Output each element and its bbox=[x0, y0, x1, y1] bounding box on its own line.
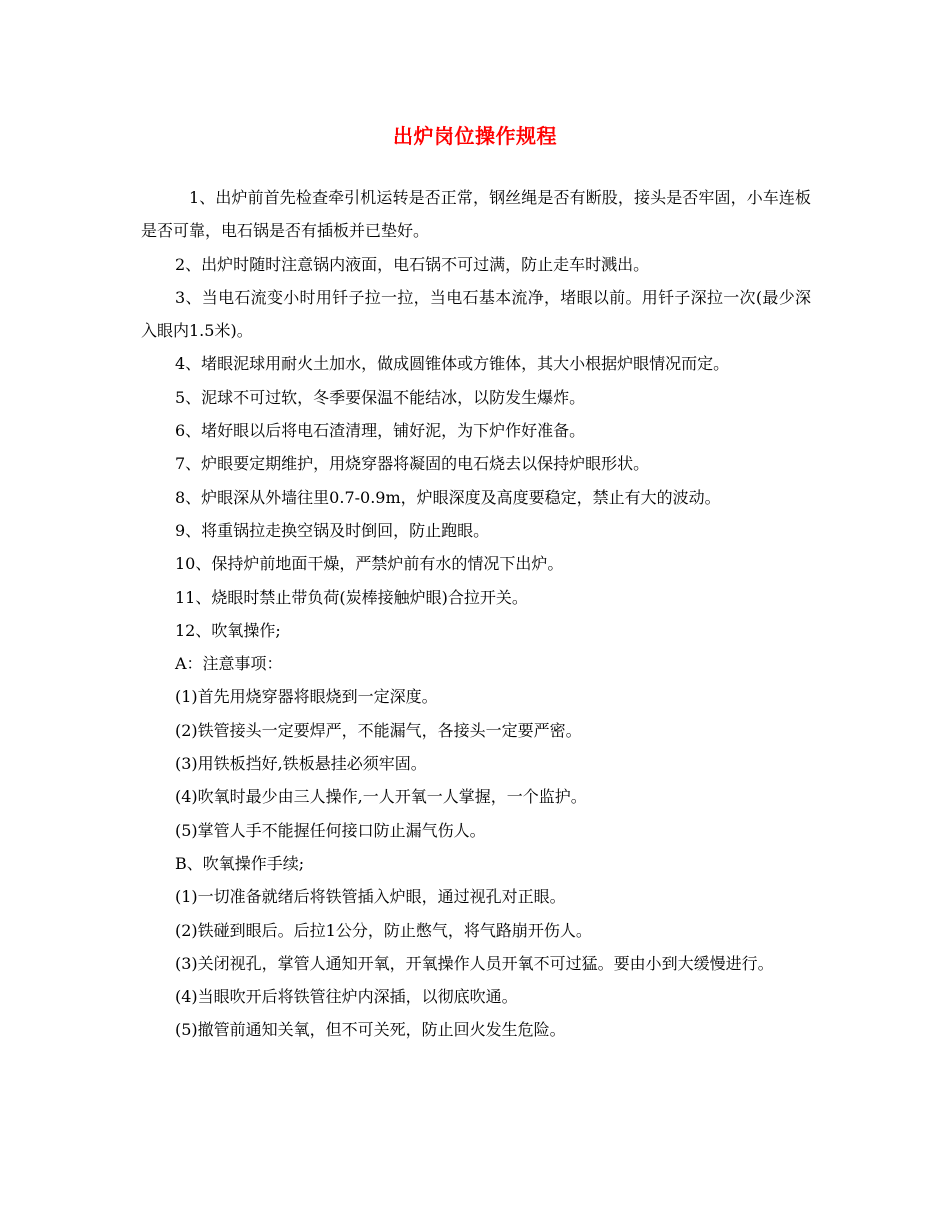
section-b-item-4: (4)当眼吹开后将铁管往炉内深插，以彻底吹通。 bbox=[175, 987, 518, 1007]
section-b-item-5: (5)撤管前通知关氧，但不可关死，防止回火发生危险。 bbox=[175, 1020, 566, 1040]
paragraph-2: 2、出炉时随时注意锅内液面，电石锅不可过满，防止走车时溅出。 bbox=[175, 254, 650, 274]
section-a-item-4: (4)吹氧时最少由三人操作,一人开氧一人掌握，一个监护。 bbox=[175, 787, 587, 807]
section-a-item-2: (2)铁管接头一定要焊严，不能漏气，各接头一定要严密。 bbox=[175, 720, 582, 740]
section-a-heading: A：注意事项： bbox=[175, 654, 283, 674]
section-b-heading: B、吹氧操作手续; bbox=[175, 853, 305, 873]
paragraph-9: 9、将重锅拉走换空锅及时倒回，防止跑眼。 bbox=[175, 520, 490, 540]
paragraph-6: 6、堵好眼以后将电石渣清理，铺好泥，为下炉作好准备。 bbox=[175, 421, 586, 441]
section-a-item-3: (3)用铁板挡好,铁板悬挂必须牢固。 bbox=[175, 754, 427, 774]
section-a-item-5: (5)掌管人手不能握任何接口防止漏气伤人。 bbox=[175, 820, 486, 840]
section-a-item-1: (1)首先用烧穿器将眼烧到一定深度。 bbox=[175, 687, 438, 707]
section-b-item-2: (2)铁碰到眼后。后拉1公分，防止憋气，将气路崩开伤人。 bbox=[175, 920, 592, 940]
section-b-item-3: (3)关闭视孔，掌管人通知开氧，开氧操作人员开氧不可过猛。要由小到大缓慢进行。 bbox=[175, 953, 774, 973]
section-b-item-1: (1)一切准备就绪后将铁管插入炉眼，通过视孔对正眼。 bbox=[175, 887, 566, 907]
paragraph-11: 11、烧眼时禁止带负荷(炭棒接触炉眼)合拉开关。 bbox=[175, 587, 528, 607]
paragraph-5: 5、泥球不可过软，冬季要保温不能结冰，以防发生爆炸。 bbox=[175, 387, 586, 407]
paragraph-7: 7、炉眼要定期维护，用烧穿器将凝固的电石烧去以保持炉眼形状。 bbox=[175, 454, 650, 474]
document-title: 出炉岗位操作规程 bbox=[393, 124, 557, 148]
paragraph-10: 10、保持炉前地面干燥，严禁炉前有水的情况下出炉。 bbox=[175, 554, 564, 574]
paragraph-3: 3、当电石流变小时用钎子拉一拉，当电石基本流净，堵眼以前。用钎子深拉一次(最少深入眼内1.5米)。 bbox=[141, 287, 811, 341]
document-body bbox=[141, 181, 811, 1047]
paragraph-4: 4、堵眼泥球用耐火土加水，做成圆锥体或方锥体，其大小根据炉眼情况而定。 bbox=[175, 354, 730, 374]
paragraph-12: 12、吹氧操作; bbox=[175, 620, 281, 640]
paragraph-1: 1、出炉前首先检查牵引机运转是否正常，钢丝绳是否有断股，接头是否牢固，小车连板是否可靠，电石锅是否有插板并已垫好。 bbox=[141, 188, 811, 241]
paragraph-8: 8、炉眼深从外墙往里0.7-0.9m，炉眼深度及高度要稳定，禁止有大的波动。 bbox=[175, 487, 721, 507]
